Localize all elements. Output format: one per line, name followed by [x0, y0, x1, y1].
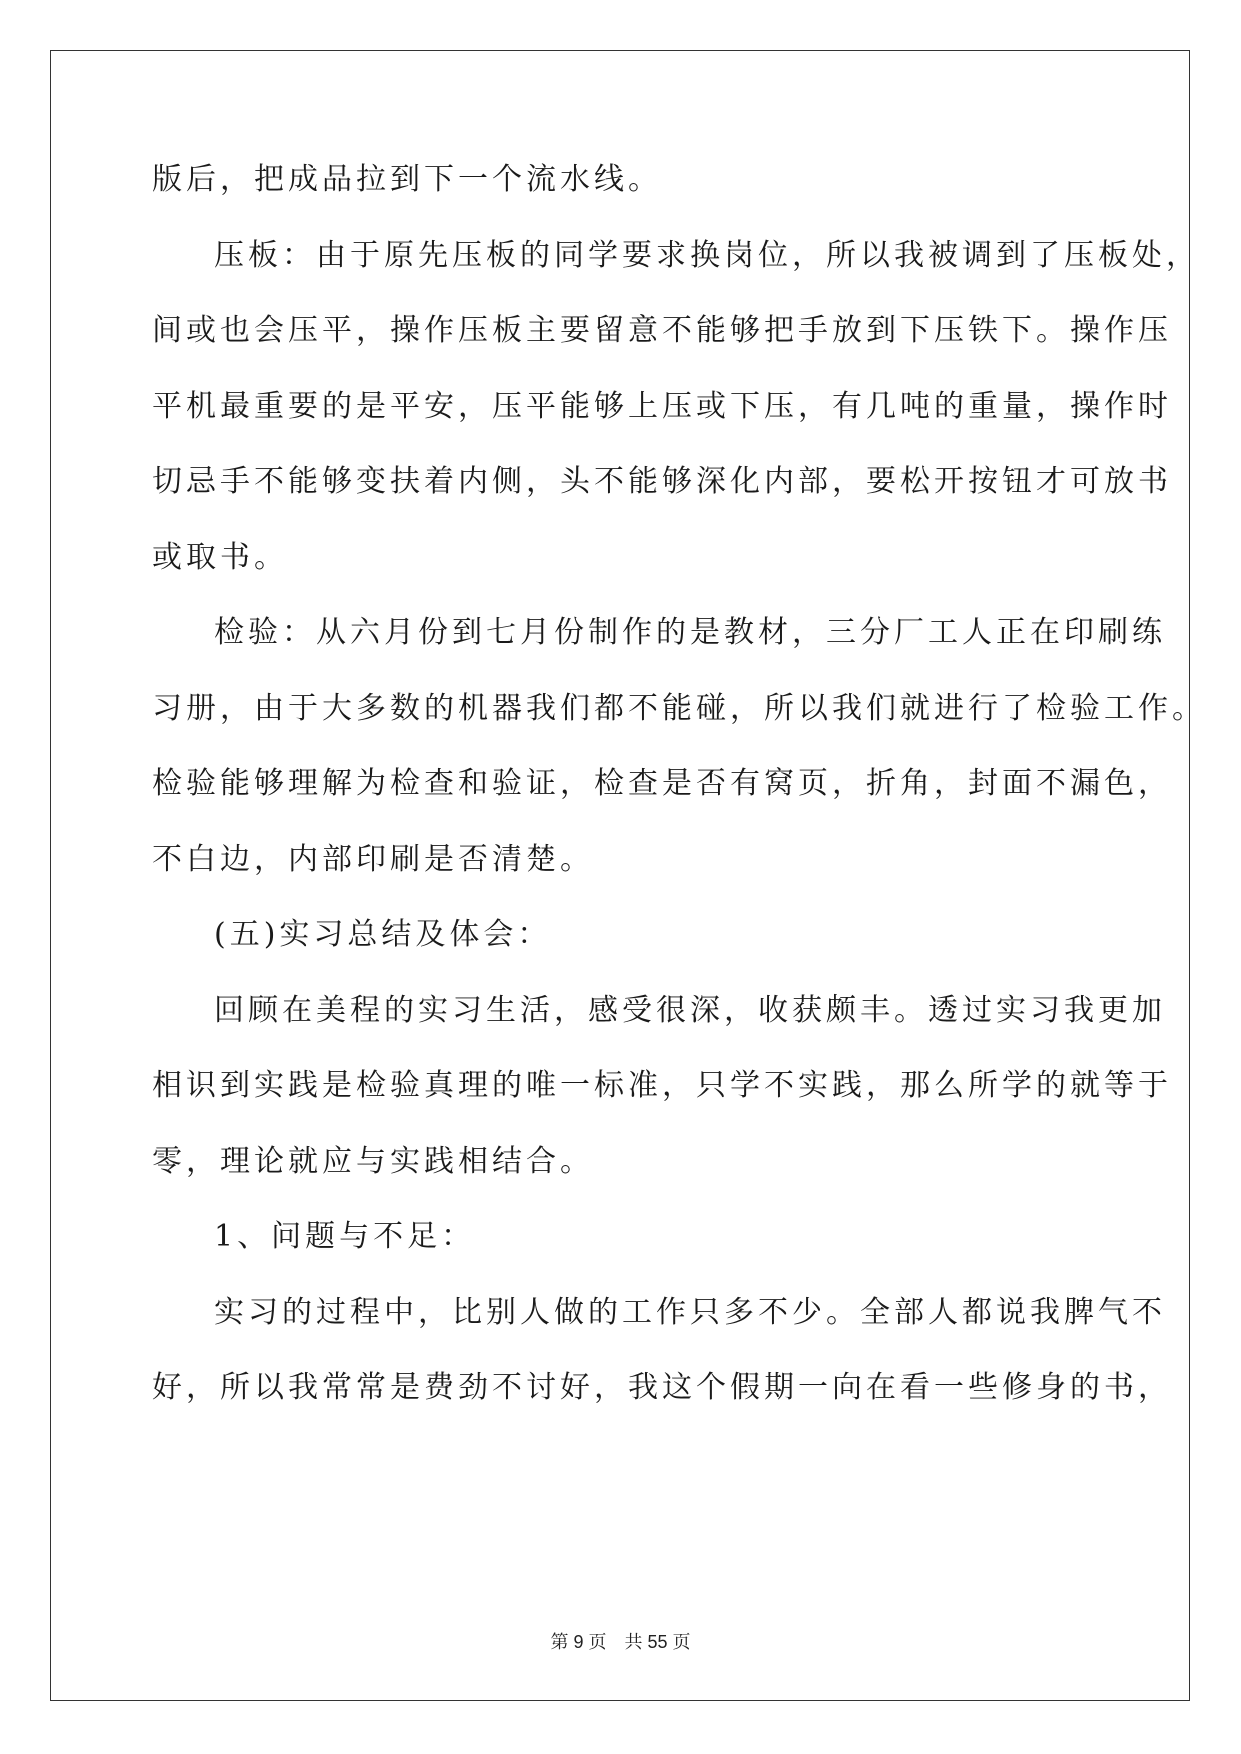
page-number: 第 9 页 — [550, 1632, 607, 1652]
paragraph-line: 好，所以我常常是费劲不讨好，我这个假期一向在看一些修身的书， — [152, 1370, 1172, 1405]
page-total: 共 55 页 — [624, 1632, 691, 1652]
paragraph-line: 压板：由于原先压板的同学要求换岗位，所以我被调到了压板处， — [214, 237, 1200, 273]
paragraph-line: 相识到实践是检验真理的唯一标准，只学不实践，那么所学的就等于 — [152, 1068, 1172, 1103]
paragraph-line: 平机最重要的是平安，压平能够上压或下压，有几吨的重量，操作时 — [152, 388, 1172, 424]
paragraph-line: 检验：从六月份到七月份制作的是教材，三分厂工人正在印刷练 — [214, 615, 1166, 650]
paragraph-line: 习册，由于大多数的机器我们都不能碰，所以我们就进行了检验工作。 — [152, 690, 1206, 726]
paragraph-line: 版后，把成品拉到下一个流水线。 — [152, 162, 662, 197]
paragraph-line: 切忌手不能够变扶着内侧，头不能够深化内部，要松开按钮才可放书 — [152, 464, 1172, 499]
page-footer — [0, 1628, 1241, 1654]
paragraph-line: 不白边，内部印刷是否清楚。 — [152, 841, 594, 877]
paragraph-line: 间或也会压平，操作压板主要留意不能够把手放到下压铁下。操作压 — [152, 313, 1172, 348]
paragraph-line: 1、问题与不足： — [214, 1219, 476, 1254]
paragraph-line: 实习的过程中，比别人做的工作只多不少。全部人都说我脾气不 — [214, 1294, 1166, 1330]
paragraph-line: 回顾在美程的实习生活，感受很深，收获颇丰。透过实习我更加 — [214, 992, 1166, 1028]
paragraph-line: 或取书。 — [152, 539, 288, 575]
paragraph-line: (五)实习总结及体会： — [214, 917, 552, 952]
paragraph-line: 检验能够理解为检查和验证，检查是否有窝页，折角，封面不漏色， — [152, 766, 1172, 801]
paragraph-line: 零，理论就应与实践相结合。 — [152, 1143, 594, 1179]
